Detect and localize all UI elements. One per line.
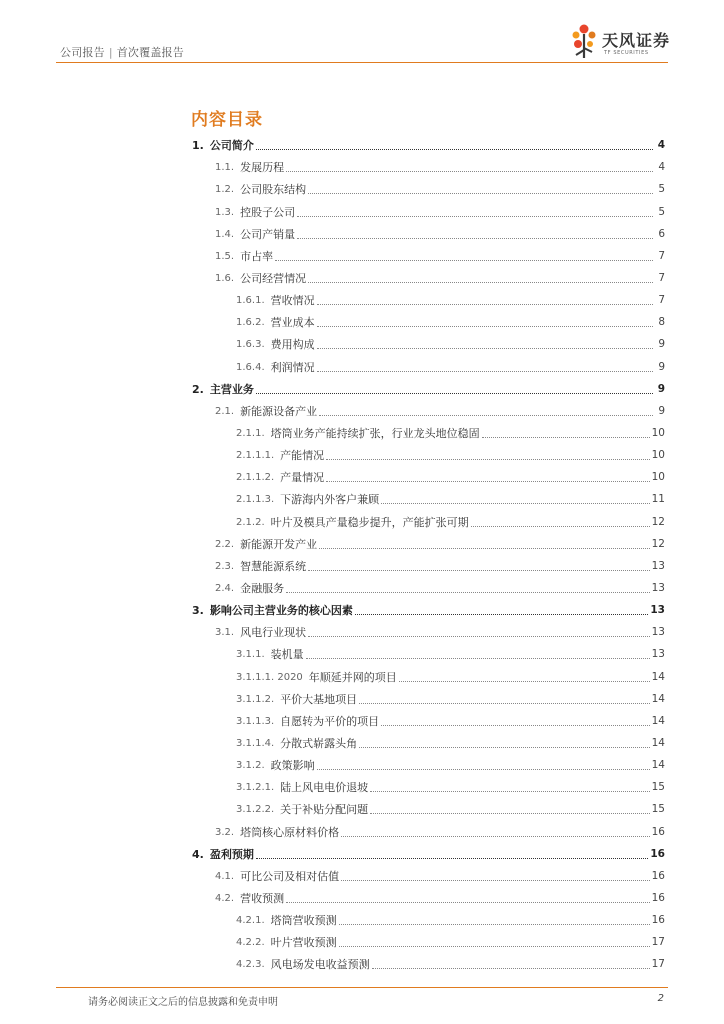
toc-entry-number: 3.1.2. [236,760,265,772]
toc-entry-label: 分散式崭露头角 [280,736,358,750]
toc-entry-number: 1.4. [215,228,235,240]
toc-entry-page: 9 [658,360,665,373]
footer-disclaimer: 请务必阅读正文之后的信息披露和免责申明 [88,997,278,1008]
toc-entry-page: 16 [650,847,665,860]
toc-leader-dots [326,481,649,482]
logo-name: 天风证券 [602,31,671,50]
toc-entry[interactable] [192,532,665,554]
toc-entry-page: 12 [651,537,665,550]
toc-entry-page: 13 [651,581,665,594]
toc-entry-number: 1. [192,139,204,153]
toc-entry-number: 3.1.2.2. [236,804,275,816]
toc-entry-number: 4.2. [215,892,235,904]
toc-entry-number: 2.3. [215,560,235,572]
toc-entry-label: 主营业务 [209,382,254,396]
toc-entry-page: 17 [651,958,665,971]
toc-entry[interactable] [192,354,665,376]
toc-entry-page: 7 [658,294,665,307]
toc-entry-number: 4.2.2. [236,937,265,949]
toc-entry-number: 3.1.1.4. [236,737,275,749]
toc-entry-page: 5 [658,183,665,196]
toc-entry-label: 公司产销量 [240,227,296,241]
toc-entry-page: 16 [651,825,665,838]
toc-entry-page: 10 [651,426,665,439]
toc-leader-dots [317,371,653,372]
toc-leader-dots [308,193,653,194]
toc-entry-number: 2. [192,382,204,396]
toc-entry-number: 3.1. [215,627,235,639]
toc-entry[interactable] [192,687,665,709]
toc-entry-page: 5 [658,205,665,218]
toc-entry[interactable] [192,886,665,908]
toc-entry-label: 营收预测 [240,891,285,905]
toc-entry-page: 4 [657,139,665,152]
toc-entry-number: 1.6.4. [236,361,265,373]
toc-entry-page: 6 [658,227,665,240]
toc-entry-page: 11 [651,493,665,506]
toc-leader-dots [308,570,650,571]
toc-entry-page: 14 [651,714,665,727]
toc-leader-dots [471,526,650,527]
logo-flower-icon [566,22,602,62]
toc-entry[interactable] [192,731,665,753]
toc-entry[interactable] [192,952,665,974]
toc-entry[interactable] [192,244,665,266]
toc-entry-label: 新能源开发产业 [240,537,318,551]
toc-leader-dots [297,216,653,217]
toc-entry[interactable] [192,310,665,332]
toc-leader-dots [317,348,653,349]
toc-entry[interactable] [192,819,665,841]
toc-leader-dots [381,725,649,726]
toc-entry-number: 1.6.3. [236,339,265,351]
toc-entry[interactable] [192,709,665,731]
report-type: 公司报告 [60,46,105,59]
toc-entry-label: 自愿转为平价的项目 [280,714,380,728]
toc-entry[interactable] [192,177,665,199]
toc-leader-dots [381,503,649,504]
toc-entry-page: 13 [651,626,665,639]
toc-entry-page: 9 [658,338,665,351]
toc-entry-number: 1.5. [215,250,235,262]
toc-entry[interactable] [192,620,665,642]
toc-entry[interactable] [192,155,665,177]
toc-entry-label: 叶片营收预测 [270,936,337,950]
toc-entry-page: 15 [651,803,665,816]
toc-leader-dots [341,836,650,837]
toc-entry-number: 1.6.2. [236,317,265,329]
toc-entry[interactable] [192,199,665,221]
toc-entry[interactable] [192,288,665,310]
toc-entry-label: 塔筒核心原材料价格 [240,825,340,839]
toc-entry-number: 3. [192,604,204,618]
toc-entry-page: 7 [658,249,665,262]
toc-entry-label: 塔筒业务产能持续扩张，行业龙头地位稳固 [270,426,480,440]
toc-entry-number: 1.1. [215,162,235,174]
toc-entry-page: 9 [658,404,665,417]
toc-entry[interactable] [192,908,665,930]
report-type-label [60,44,184,60]
toc-entry-page: 4 [658,161,665,174]
toc-entry-number: 1.6. [215,272,235,284]
toc-entry-number: 2.4. [215,582,235,594]
toc-leader-dots [317,326,653,327]
toc-entry-label: 发展历程 [240,161,285,175]
toc-entry-page: 14 [651,759,665,772]
toc-entry-number: 3.1.1. [236,649,265,661]
toc-entry-page: 9 [657,382,665,395]
toc-entry-label: 市占率 [240,249,274,263]
toc-leader-dots [319,415,653,416]
toc-entry-number: 4.2.1. [236,915,265,927]
toc-entry-page: 14 [651,692,665,705]
toc-entry-label: 利润情况 [270,360,315,374]
toc-entry-label: 费用构成 [270,338,315,352]
page-number: 2 [657,993,664,1004]
toc-entry-label: 产能情况 [280,449,325,463]
toc-entry[interactable] [192,421,665,443]
toc-entry-label: 下游海内外客户兼顾 [280,493,380,507]
toc-leader-dots [326,459,649,460]
toc-entry[interactable] [192,399,665,421]
report-subtype: 首次覆盖报告 [116,46,184,59]
toc-leader-dots [355,614,649,615]
toc-leader-dots [319,548,650,549]
toc-entry-label: 叶片及模具产量稳步提升，产能扩张可期 [270,515,469,529]
toc-entry-number: 1.6.1. [236,295,265,307]
toc-leader-dots [275,260,653,261]
toc-entry-label: 公司经营情况 [240,271,307,285]
toc-entry[interactable] [192,509,665,531]
toc-entry-number: 2.2. [215,538,235,550]
toc-entry[interactable] [192,642,665,664]
toc-entry-page: 12 [651,515,665,528]
toc-leader-dots [399,681,650,682]
toc-entry-number: 2.1.1.2. [236,472,275,484]
toc-leader-dots [308,282,653,283]
toc-entry-page: 10 [651,471,665,484]
toc-leader-dots [359,747,649,748]
toc-entry-label: 金融服务 [240,581,285,595]
toc-entry-label: 年顺延并网的项目 [308,670,397,684]
toc-leader-dots [339,946,650,947]
toc-entry-number: 1.3. [215,206,235,218]
header-divider [56,62,668,63]
toc-entry-number: 2.1.1. [236,427,265,439]
header-separator: | [108,46,113,59]
toc-entry-label: 公司简介 [209,139,254,153]
toc-entry-label: 新能源设备产业 [240,404,318,418]
toc-entry-number: 4. [192,847,204,861]
toc-title: 内容目录 [191,110,263,130]
toc-leader-dots [372,968,650,969]
toc-entry-number: 3.1.1.3. [236,715,275,727]
toc-entry-label: 影响公司主营业务的核心因素 [209,604,353,618]
toc-entry-label: 关于补贴分配问题 [280,803,369,817]
toc-entry-number: 2.1.1.1. [236,450,275,462]
toc-entry-label: 营收情况 [270,294,315,308]
toc-entry[interactable] [192,753,665,775]
table-of-contents [192,133,665,974]
toc-entry-label: 风电行业现状 [240,626,307,640]
toc-entry[interactable] [192,864,665,886]
toc-leader-dots [256,393,653,394]
toc-leader-dots [317,769,650,770]
toc-entry-number: 2.1.2. [236,516,265,528]
toc-leader-dots [297,238,653,239]
toc-entry-label: 政策影响 [270,759,315,773]
toc-entry[interactable] [192,465,665,487]
toc-entry[interactable] [192,487,665,509]
toc-leader-dots [306,658,650,659]
logo-subtitle: TF SECURITIES [604,50,649,56]
company-logo [566,22,676,62]
toc-entry-label: 可比公司及相对估值 [240,869,340,883]
toc-entry[interactable] [192,775,665,797]
toc-entry[interactable] [192,222,665,244]
toc-entry[interactable] [192,332,665,354]
toc-entry-label: 控股子公司 [240,205,296,219]
toc-entry-label: 平价大基地项目 [280,692,358,706]
toc-entry[interactable] [192,842,665,864]
toc-entry-page: 17 [651,936,665,949]
toc-entry-label: 塔筒营收预测 [270,914,337,928]
toc-entry-page: 8 [658,316,665,329]
toc-entry-label: 陆上风电电价退坡 [280,781,369,795]
toc-leader-dots [256,858,649,859]
toc-entry[interactable] [192,377,665,399]
toc-entry-page: 7 [658,271,665,284]
toc-leader-dots [482,437,650,438]
toc-entry-page: 16 [651,914,665,927]
toc-entry-number: 4.1. [215,870,235,882]
toc-entry-label: 装机量 [270,648,304,662]
toc-leader-dots [341,880,650,881]
toc-leader-dots [370,791,649,792]
toc-entry-number: 3.1.2.1. [236,782,275,794]
toc-entry-page: 13 [651,559,665,572]
toc-leader-dots [256,149,653,150]
toc-entry-number: 3.1.1.1. 2020 [236,671,303,683]
toc-entry-page: 14 [651,670,665,683]
toc-leader-dots [370,813,649,814]
toc-entry-label: 产量情况 [280,471,325,485]
toc-entry[interactable] [192,554,665,576]
toc-entry-label: 公司股东结构 [240,183,307,197]
toc-leader-dots [286,171,653,172]
toc-entry-number: 2.1. [215,405,235,417]
toc-entry-page: 14 [651,736,665,749]
toc-entry-number: 3.1.1.2. [236,693,275,705]
toc-entry-page: 13 [650,604,665,617]
toc-entry-label: 盈利预期 [209,847,254,861]
footer-divider [56,987,668,988]
toc-entry-page: 16 [651,891,665,904]
toc-entry-label: 风电场发电收益预测 [270,958,370,972]
toc-leader-dots [308,636,650,637]
toc-leader-dots [317,304,653,305]
toc-entry[interactable] [192,664,665,686]
toc-entry-label: 智慧能源系统 [240,559,307,573]
toc-leader-dots [286,902,650,903]
toc-entry[interactable] [192,133,665,155]
toc-entry[interactable] [192,930,665,952]
toc-entry-number: 3.2. [215,826,235,838]
toc-entry-number: 4.2.3. [236,959,265,971]
toc-entry-page: 15 [651,781,665,794]
toc-entry-page: 10 [651,449,665,462]
toc-entry-page: 13 [651,648,665,661]
toc-leader-dots [359,703,649,704]
toc-entry[interactable] [192,797,665,819]
toc-leader-dots [286,592,650,593]
toc-entry[interactable] [192,576,665,598]
toc-entry-number: 1.2. [215,184,235,196]
toc-entry-label: 营业成本 [270,316,315,330]
toc-entry[interactable] [192,598,665,620]
toc-leader-dots [339,924,650,925]
toc-entry[interactable] [192,443,665,465]
toc-entry[interactable] [192,266,665,288]
toc-entry-page: 16 [651,869,665,882]
toc-entry-number: 2.1.1.3. [236,494,275,506]
